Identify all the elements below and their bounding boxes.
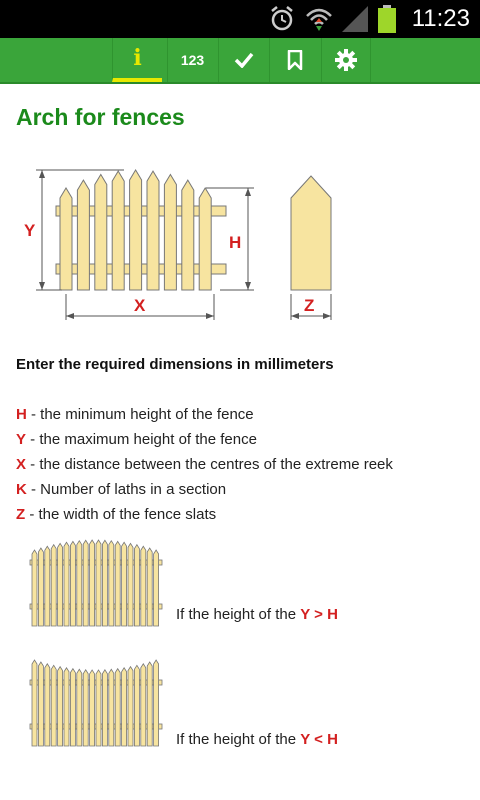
- fence-picket: [95, 175, 107, 291]
- definition-z: Z - the width of the fence slats: [16, 506, 217, 523]
- fence-diagram: [0, 164, 480, 324]
- fence-picket: [199, 188, 211, 290]
- clock: 11:23: [411, 5, 470, 32]
- fence-picket: [83, 540, 88, 626]
- fence-picket: [32, 550, 37, 626]
- fence-picket: [51, 545, 56, 626]
- gear-icon: [335, 49, 357, 71]
- definitions-list: [16, 406, 393, 531]
- definition-y: Y - the maximum height of the fence: [16, 431, 257, 448]
- fence-picket: [58, 667, 63, 746]
- signal-icon: [340, 4, 370, 34]
- fence-picket: [115, 669, 120, 746]
- fence-picket: [128, 667, 133, 746]
- fence-picket: [64, 668, 69, 746]
- label-y: Y: [24, 221, 36, 240]
- fence-picket: [96, 540, 101, 626]
- fence-picket: [109, 541, 114, 626]
- fence-picket: [147, 171, 159, 290]
- fence-picket: [164, 175, 176, 291]
- fence-picket: [134, 545, 139, 626]
- fence-picket: [83, 670, 88, 746]
- fence-picket: [102, 540, 107, 626]
- page-title: Arch for fences: [16, 104, 185, 130]
- fence-picket: [130, 170, 142, 290]
- fence-picket: [182, 180, 194, 290]
- tab-bookmark[interactable]: [269, 38, 319, 82]
- fence-picket: [134, 665, 139, 746]
- status-bar: [0, 0, 480, 38]
- fence-picket: [128, 543, 133, 626]
- fence-picket: [51, 665, 56, 746]
- caption-inverse-arch: If the height of the Y < H: [176, 731, 338, 748]
- fence-picket: [45, 664, 50, 746]
- fence-picket: [90, 670, 95, 746]
- fence-picket: [141, 664, 146, 746]
- numbers-icon: 123: [180, 52, 205, 68]
- definition-x: X - the distance between the centres of the extreme reek: [16, 456, 393, 473]
- fence-picket: [122, 668, 127, 746]
- label-z: Z: [304, 296, 315, 315]
- definition-h: H - the minimum height of the fence: [16, 406, 254, 423]
- bookmark-icon: [287, 50, 303, 70]
- tab-settings[interactable]: [321, 38, 371, 82]
- fence-picket: [77, 669, 82, 746]
- tab-numbers[interactable]: [167, 38, 217, 82]
- fence-picket: [32, 660, 37, 746]
- checkmark-icon: [234, 52, 254, 68]
- fence-picket: [96, 670, 101, 746]
- fence-picket: [70, 541, 75, 626]
- fence-picket: [154, 550, 159, 626]
- info-icon: i: [133, 45, 142, 71]
- wifi-icon: [304, 4, 334, 34]
- instruction-text: Enter the required dimensions in millimeters: [16, 356, 334, 373]
- fence-picket: [77, 541, 82, 626]
- caption-arch: If the height of the Y > H: [176, 606, 338, 623]
- fence-picket: [45, 546, 50, 626]
- fence-picket: [147, 548, 152, 626]
- slat-illustration: [291, 176, 331, 290]
- fence-picket: [77, 180, 89, 290]
- fence-picket: [38, 662, 43, 746]
- definition-k: K - Number of laths in a section: [16, 481, 227, 498]
- tab-info[interactable]: [112, 38, 162, 82]
- battery-icon: [376, 4, 398, 34]
- fence-example-inverse-arch: [28, 658, 168, 750]
- alarm-icon: [268, 4, 296, 34]
- fence-picket: [115, 541, 120, 626]
- fence-picket: [102, 670, 107, 746]
- fence-picket: [90, 540, 95, 626]
- fence-picket: [141, 546, 146, 626]
- fence-picket: [112, 171, 124, 290]
- fence-picket: [38, 548, 43, 626]
- fence-picket: [58, 543, 63, 626]
- fence-picket: [64, 542, 69, 626]
- fence-picket: [154, 660, 159, 746]
- tab-check[interactable]: [218, 38, 268, 82]
- fence-picket: [60, 188, 72, 290]
- fence-example-arch: [28, 538, 168, 630]
- toolbar: [0, 38, 480, 84]
- fence-picket: [109, 669, 114, 746]
- fence-illustration: [56, 170, 226, 290]
- fence-picket: [147, 662, 152, 746]
- fence-picket: [122, 542, 127, 626]
- fence-picket: [70, 669, 75, 746]
- label-h: H: [229, 233, 242, 252]
- label-x: X: [134, 296, 146, 315]
